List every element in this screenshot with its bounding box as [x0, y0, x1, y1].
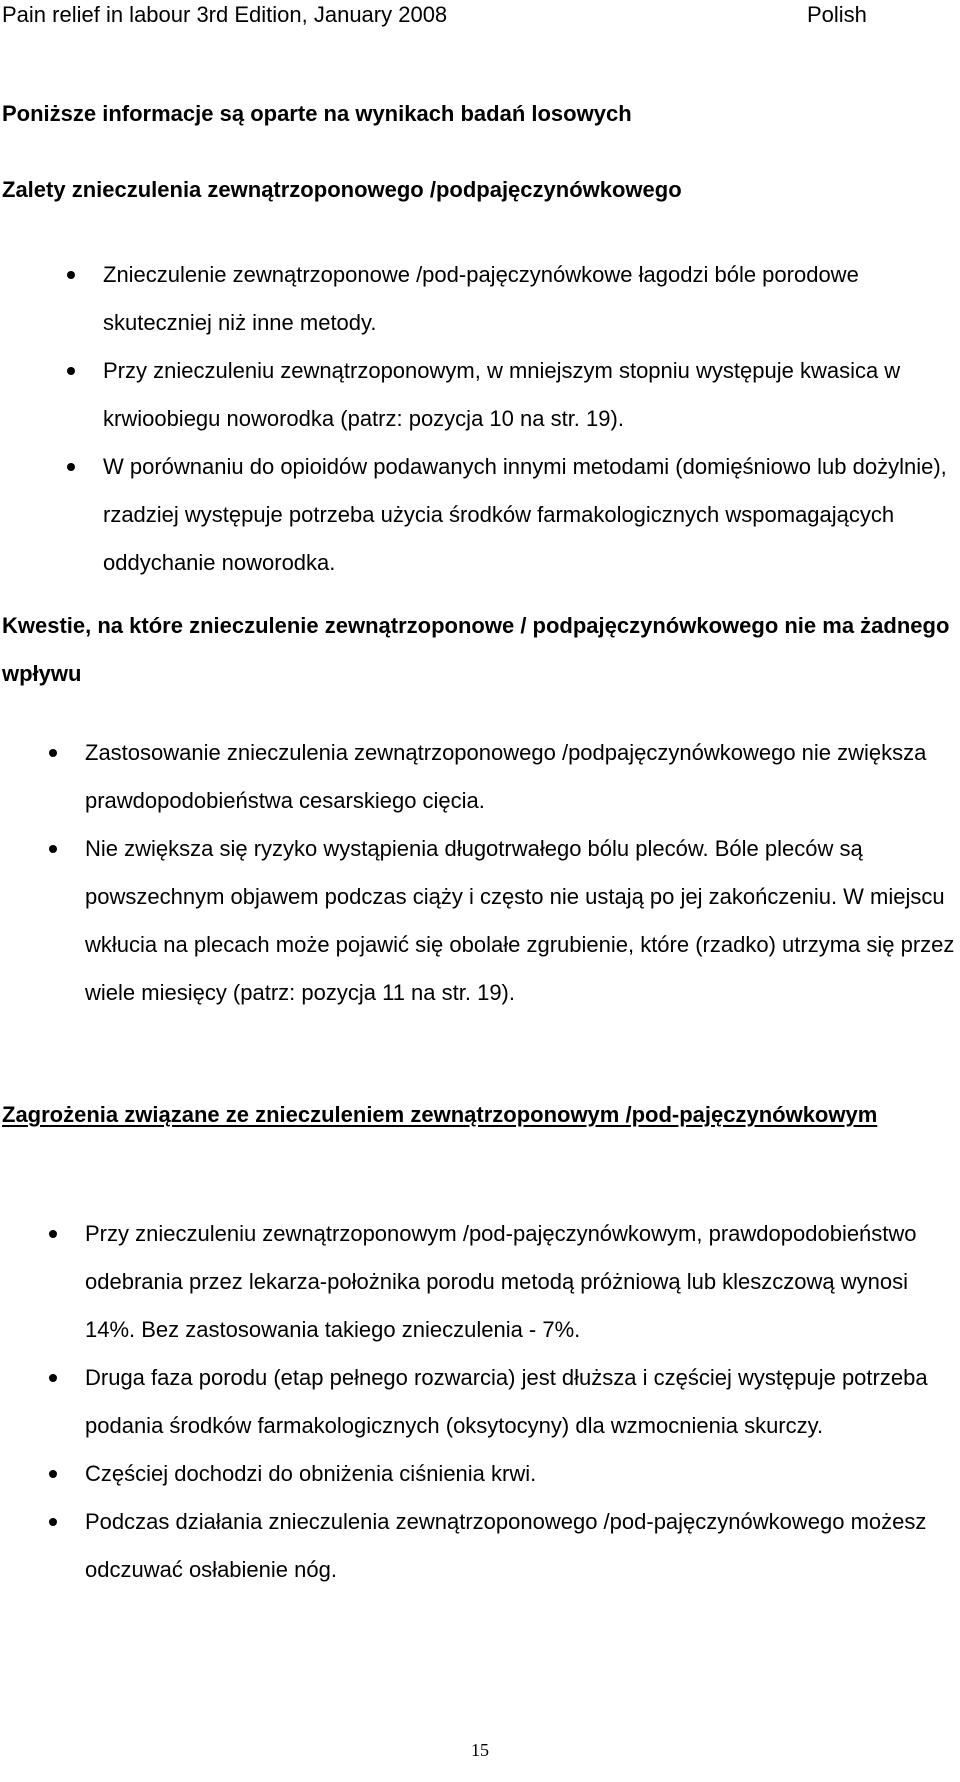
list-item: Częściej dochodzi do obniżenia ciśnienia krwi.: [85, 1450, 955, 1498]
page-number: 15: [471, 1740, 489, 1760]
running-header: [0, 0, 960, 30]
header-title: Pain relief in labour 3rd Edition, January 2008: [2, 2, 448, 27]
header-language: Polish: [807, 2, 867, 27]
list-item: Nie zwiększa się ryzyko wystąpienia długotrwałego bólu pleców. Bóle pleców są powszechnym objawem podczas ciąży i często nie ustają po jej zakończeniu. W miejscu wkłucia na plecach może pojawić się obolałe zgrubienie, które (rzadko) utrzyma się przez wiele miesięcy (patrz: pozycja 11 na str. 19).: [85, 825, 955, 1017]
list-item: Przy znieczuleniu zewnątrzoponowym, w mniejszym stopniu występuje kwasica w krwioobiegu noworodka (patrz: pozycja 10 na str. 19).: [103, 347, 953, 443]
bullet-icon: [67, 463, 75, 471]
bullet-icon: [67, 367, 75, 375]
bullet-icon: [49, 1230, 57, 1238]
list-item: W porównaniu do opioidów podawanych innymi metodami (domięśniowo lub dożylnie), rzadziej występuje potrzeba użycia środków farmakologicznych wspomagających oddychanie noworodka.: [103, 443, 953, 587]
section2-list: [85, 729, 955, 1017]
bullet-icon: [49, 1470, 57, 1478]
bullet-icon: [49, 749, 57, 757]
list-item: Przy znieczuleniu zewnątrzoponowym /pod-pajęczynówkowym, prawdopodobieństwo odebrania przez lekarza-położnika porodu metodą próżniową lub kleszczową wynosi 14%. Bez zastosowania takiego znieczulenia - 7%.: [85, 1210, 955, 1354]
list-item: Podczas działania znieczulenia zewnątrzoponowego /pod-pajęczynówkowego możesz odczuwać osłabienie nóg.: [85, 1498, 955, 1594]
bullet-icon: [49, 1518, 57, 1526]
intro-heading: Poniższe informacje są oparte na wynikach badań losowych: [2, 101, 632, 126]
bullet-icon: [49, 845, 57, 853]
list-item: Zastosowanie znieczulenia zewnątrzoponowego /podpajęczynówkowego nie zwiększa prawdopodobieństwa cesarskiego cięcia.: [85, 729, 955, 825]
section3-heading: Zagrożenia związane ze znieczuleniem zewnątrzoponowym /pod-pajęczynówkowym: [2, 1102, 878, 1127]
section2-heading: Kwestie, na które znieczulenie zewnątrzoponowe / podpajęczynówkowego nie ma żadnego wpływu: [2, 613, 950, 686]
section1-heading: Zalety znieczulenia zewnątrzoponowego /podpajęczynówkowego: [2, 177, 682, 202]
section1-list: [103, 251, 953, 587]
bullet-icon: [67, 271, 75, 279]
section3-list: [85, 1210, 955, 1594]
bullet-icon: [49, 1374, 57, 1382]
list-item: Druga faza porodu (etap pełnego rozwarcia) jest dłuższa i częściej występuje potrzeba podania środków farmakologicznych (oksytocyny) dla wzmocnienia skurczy.: [85, 1354, 955, 1450]
list-item: Znieczulenie zewnątrzoponowe /pod-pajęczynówkowe łagodzi bóle porodowe skuteczniej niż inne metody.: [103, 251, 953, 347]
